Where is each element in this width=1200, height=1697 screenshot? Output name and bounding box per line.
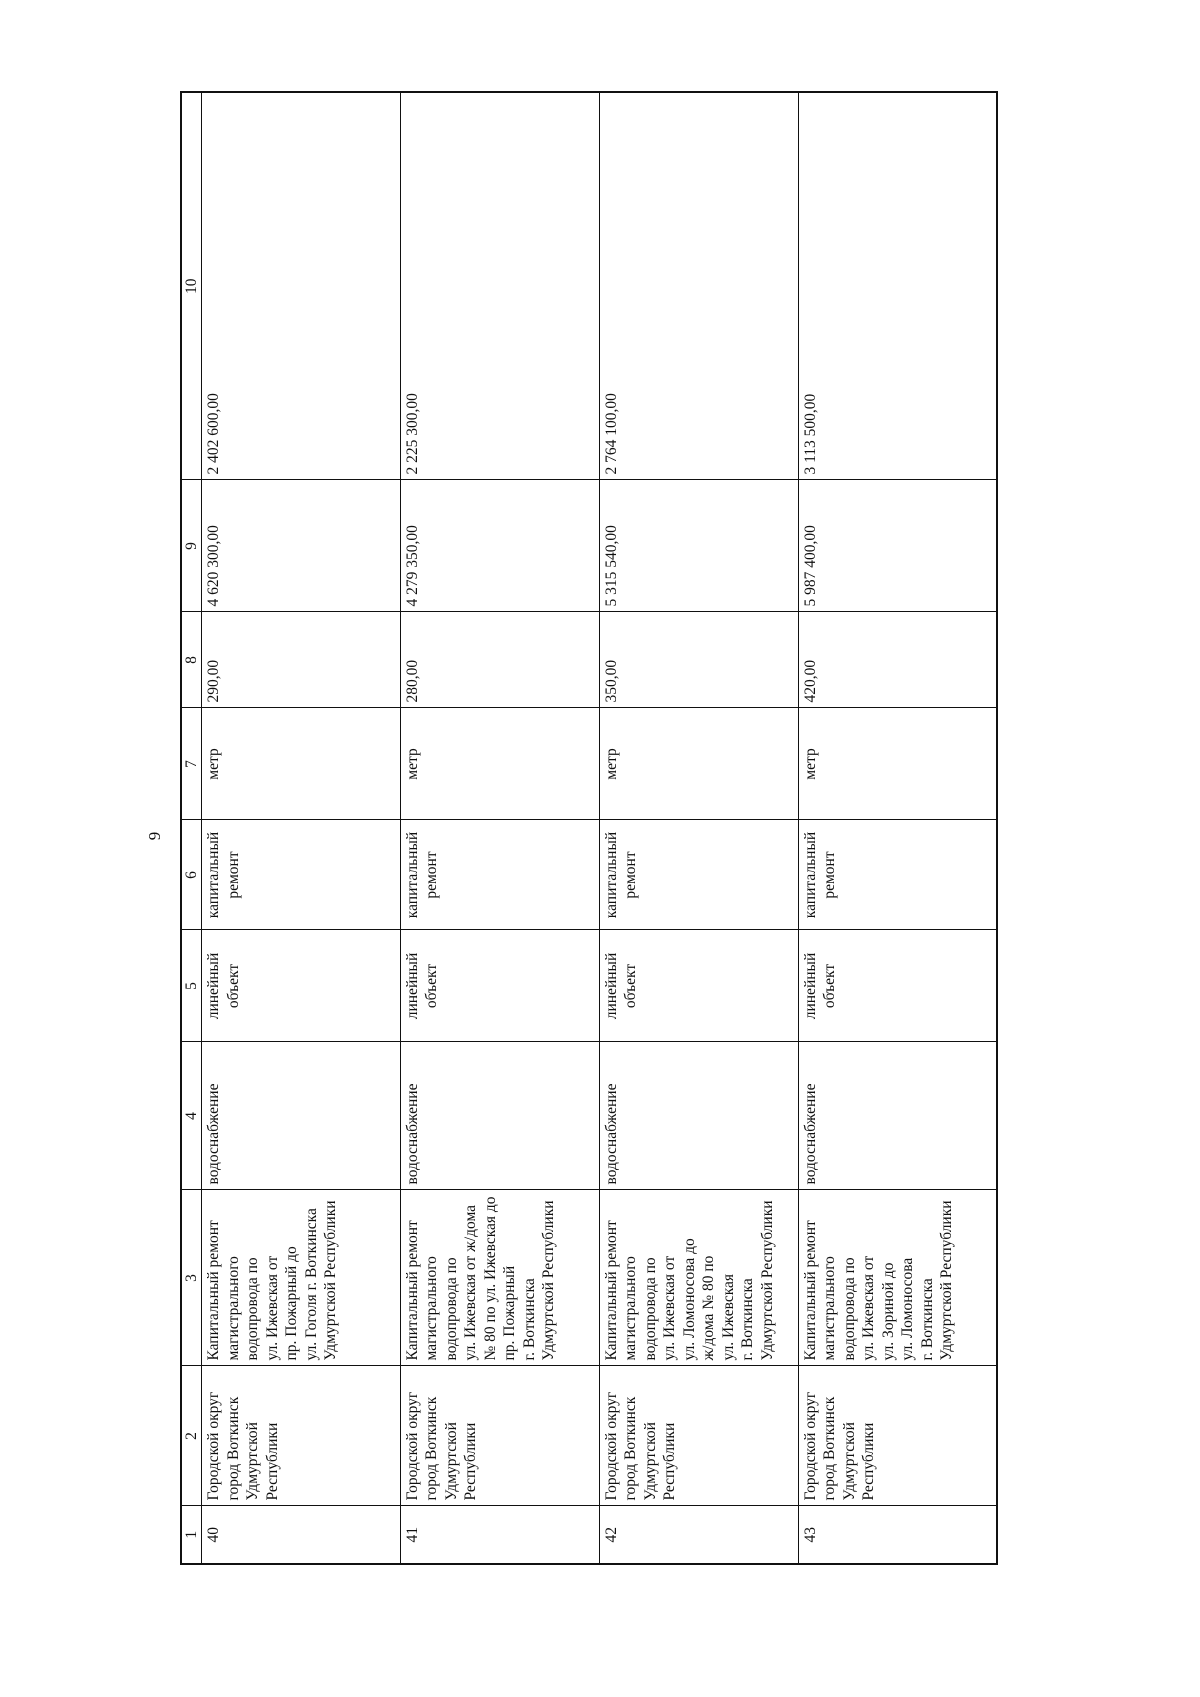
subsidy-cell: 2 402 600,00 — [202, 92, 401, 480]
column-header-7: 7 — [181, 708, 202, 820]
work-type-cell: капитальный ремонт — [599, 820, 798, 930]
table-container — [180, 93, 998, 1565]
municipality-cell: Городской округ город Воткинск Удмуртской Республики — [798, 1366, 997, 1506]
column-header-9: 9 — [181, 480, 202, 612]
purpose-cell: водоснабжение — [400, 1042, 599, 1190]
subsidy-cell: 3 113 500,00 — [798, 92, 997, 480]
column-header-6: 6 — [181, 820, 202, 930]
cost-cell: 5 987 400,00 — [798, 480, 997, 612]
header-row — [181, 92, 202, 1564]
works-table — [180, 91, 998, 1565]
table-row — [599, 92, 798, 1564]
unit-cell: метр — [400, 708, 599, 820]
column-header-2: 2 — [181, 1366, 202, 1506]
quantity-cell: 420,00 — [798, 612, 997, 708]
column-header-5: 5 — [181, 930, 202, 1042]
unit-cell: метр — [202, 708, 401, 820]
column-header-1: 1 — [181, 1506, 202, 1564]
unit-cell: метр — [798, 708, 997, 820]
cost-cell: 5 315 540,00 — [599, 480, 798, 612]
municipality-cell: Городской округ город Воткинск Удмуртской Республики — [599, 1366, 798, 1506]
table-row — [798, 92, 997, 1564]
work-type-cell: капитальный ремонт — [400, 820, 599, 930]
subsidy-cell: 2 225 300,00 — [400, 92, 599, 480]
purpose-cell: водоснабжение — [599, 1042, 798, 1190]
cost-cell: 4 620 300,00 — [202, 480, 401, 612]
column-header-4: 4 — [181, 1042, 202, 1190]
municipality-cell: Городской округ город Воткинск Удмуртской Республики — [400, 1366, 599, 1506]
row-number: 40 — [202, 1506, 401, 1564]
purpose-cell: водоснабжение — [202, 1042, 401, 1190]
object-type-cell: линейный объект — [599, 930, 798, 1042]
object-type-cell: линейный объект — [400, 930, 599, 1042]
unit-cell: метр — [599, 708, 798, 820]
subsidy-cell: 2 764 100,00 — [599, 92, 798, 480]
municipality-cell: Городской округ город Воткинск Удмуртской Республики — [202, 1366, 401, 1506]
table-row — [400, 92, 599, 1564]
object-name-cell: Капитальный ремонт магистрального водопровода по ул. Ижевская от ул. Ломоносова до ж/дома № 80 по ул. Ижевская г. Воткинска Удмуртской Республики — [599, 1190, 798, 1366]
cost-cell: 4 279 350,00 — [400, 480, 599, 612]
quantity-cell: 280,00 — [400, 612, 599, 708]
work-type-cell: капитальный ремонт — [202, 820, 401, 930]
quantity-cell: 290,00 — [202, 612, 401, 708]
object-name-cell: Капитальный ремонт магистрального водопровода по ул. Ижевская от ул. Зориной до ул. Ломоносова г. Воткинска Удмуртской Республики — [798, 1190, 997, 1366]
column-header-8: 8 — [181, 612, 202, 708]
quantity-cell: 350,00 — [599, 612, 798, 708]
column-header-3: 3 — [181, 1190, 202, 1366]
page-number: 9 — [145, 831, 164, 841]
row-number: 42 — [599, 1506, 798, 1564]
column-header-10: 10 — [181, 92, 202, 480]
object-type-cell: линейный объект — [798, 930, 997, 1042]
row-number: 43 — [798, 1506, 997, 1564]
object-name-cell: Капитальный ремонт магистрального водопровода по ул. Ижевская от ж/дома № 80 по ул. Ижевская до пр. Пожарный г. Воткинска Удмуртской Республики — [400, 1190, 599, 1366]
object-type-cell: линейный объект — [202, 930, 401, 1042]
purpose-cell: водоснабжение — [798, 1042, 997, 1190]
work-type-cell: капитальный ремонт — [798, 820, 997, 930]
row-number: 41 — [400, 1506, 599, 1564]
table-row — [202, 92, 401, 1564]
object-name-cell: Капитальный ремонт магистрального водопровода по ул. Ижевская от пр. Пожарный до ул. Гоголя г. Воткинска Удмуртской Республики — [202, 1190, 401, 1366]
